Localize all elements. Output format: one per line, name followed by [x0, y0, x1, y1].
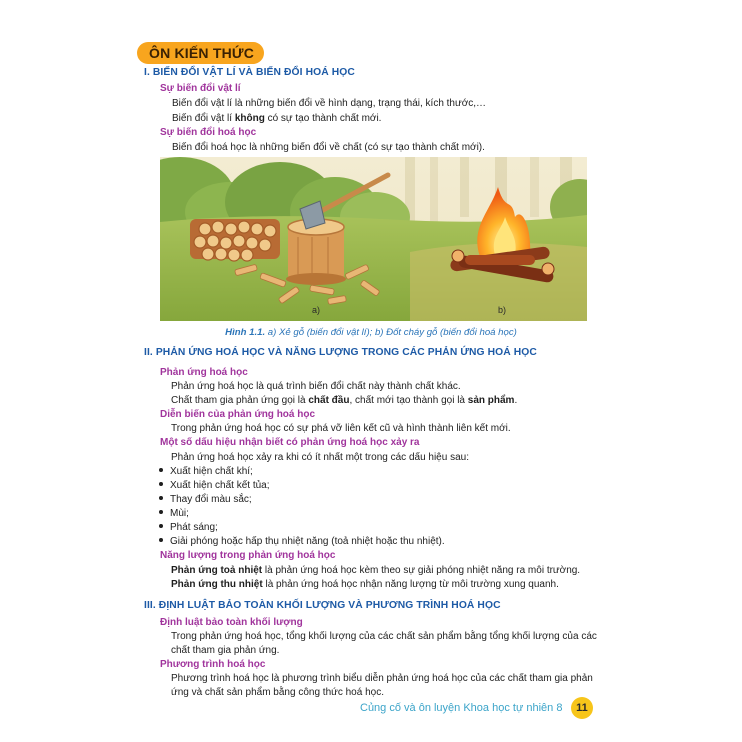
section-2-heading: II. PHẢN ỨNG HOÁ HỌC VÀ NĂNG LƯỢNG TRONG CÁC PHẢN ỨNG HOÁ HỌC — [144, 347, 537, 358]
exothermic-line: Phản ứng toả nhiệt là phản ứng hoá học kèm theo sự giải phóng nhiệt năng ra môi trường. — [171, 565, 581, 576]
sign-item: Xuất hiện chất khí; — [159, 466, 253, 477]
physical-line-2: Biến đổi vật lí không có sự tạo thành chất mới. — [172, 113, 382, 124]
law-line-1: Trong phản ứng hoá học, tổng khối lượng của các chất sản phẩm bằng tổng khối lượng của các — [171, 631, 597, 642]
law-line-2: chất tham gia phản ứng. — [171, 645, 280, 656]
reaction-line-2: Chất tham gia phản ứng gọi là chất đầu, chất mới tạo thành gọi là sản phẩm. — [171, 395, 518, 406]
sign-item: Xuất hiện chất kết tủa; — [159, 480, 270, 491]
sign-item: Phát sáng; — [159, 522, 218, 533]
reaction-line-1: Phản ứng hoá học là quá trình biến đổi chất này thành chất khác. — [171, 381, 461, 392]
chemical-line-1: Biến đổi hoá học là những biến đổi về chất (có sự tạo thành chất mới). — [172, 142, 485, 153]
endothermic-line: Phản ứng thu nhiệt là phản ứng hoá học nhận năng lượng từ môi trường xung quanh. — [171, 579, 559, 590]
equation-heading: Phương trình hoá học — [160, 659, 266, 670]
log-pile — [190, 219, 280, 261]
progress-heading: Diễn biến của phản ứng hoá học — [160, 409, 316, 420]
section-3-heading: III. ĐỊNH LUẬT BẢO TOÀN KHỐI LƯỢNG VÀ PHƯƠNG TRÌNH HOÁ HỌC — [144, 600, 501, 611]
conservation-law-heading: Định luật bảo toàn khối lượng — [160, 617, 303, 628]
signs-intro: Phản ứng hoá học xảy ra khi có ít nhất một trong các dấu hiệu sau: — [171, 452, 469, 463]
section-1-heading: I. BIẾN ĐỔI VẬT LÍ VÀ BIẾN ĐỔI HOÁ HỌC — [144, 67, 355, 78]
figure-illustration — [160, 157, 587, 321]
physical-change-heading: Sự biến đổi vật lí — [160, 83, 241, 94]
equation-line-1: Phương trình hoá học là phương trình biểu diễn phản ứng hoá học của các chất tham gia phản — [171, 673, 593, 684]
sign-item: Thay đổi màu sắc; — [159, 494, 252, 505]
page-number: 11 — [571, 697, 593, 719]
figure-caption: Hình 1.1. a) Xẻ gỗ (biến đổi vật lí); b) Đốt cháy gỗ (biến đổi hoá học) — [225, 327, 517, 338]
equation-line-2: ứng và chất sản phẩm bằng công thức hoá học. — [171, 687, 384, 698]
sign-item: Mùi; — [159, 508, 189, 519]
sign-item: Giải phóng hoặc hấp thụ nhiệt năng (toả nhiệt hoặc thu nhiệt). — [159, 536, 445, 547]
physical-line-1: Biến đổi vật lí là những biến đổi về hình dạng, trạng thái, kích thước,… — [172, 98, 487, 109]
book-title: Củng cố và ôn luyện Khoa học tự nhiên 8 — [360, 702, 563, 714]
signs-heading: Một số dấu hiệu nhận biết có phản ứng hoá học xảy ra — [160, 437, 420, 448]
progress-line-1: Trong phản ứng hoá học có sự phá vỡ liên kết cũ và hình thành liên kết mới. — [171, 423, 511, 434]
reaction-heading: Phản ứng hoá học — [160, 367, 248, 378]
energy-heading: Năng lượng trong phản ứng hoá học — [160, 550, 336, 561]
figure-label-a: a) — [312, 305, 321, 315]
figure-label-b: b) — [498, 305, 507, 315]
chopping-stump — [286, 219, 346, 285]
chemical-change-heading: Sự biến đổi hoá học — [160, 127, 257, 138]
section-banner: ÔN KIẾN THỨC — [137, 42, 264, 64]
